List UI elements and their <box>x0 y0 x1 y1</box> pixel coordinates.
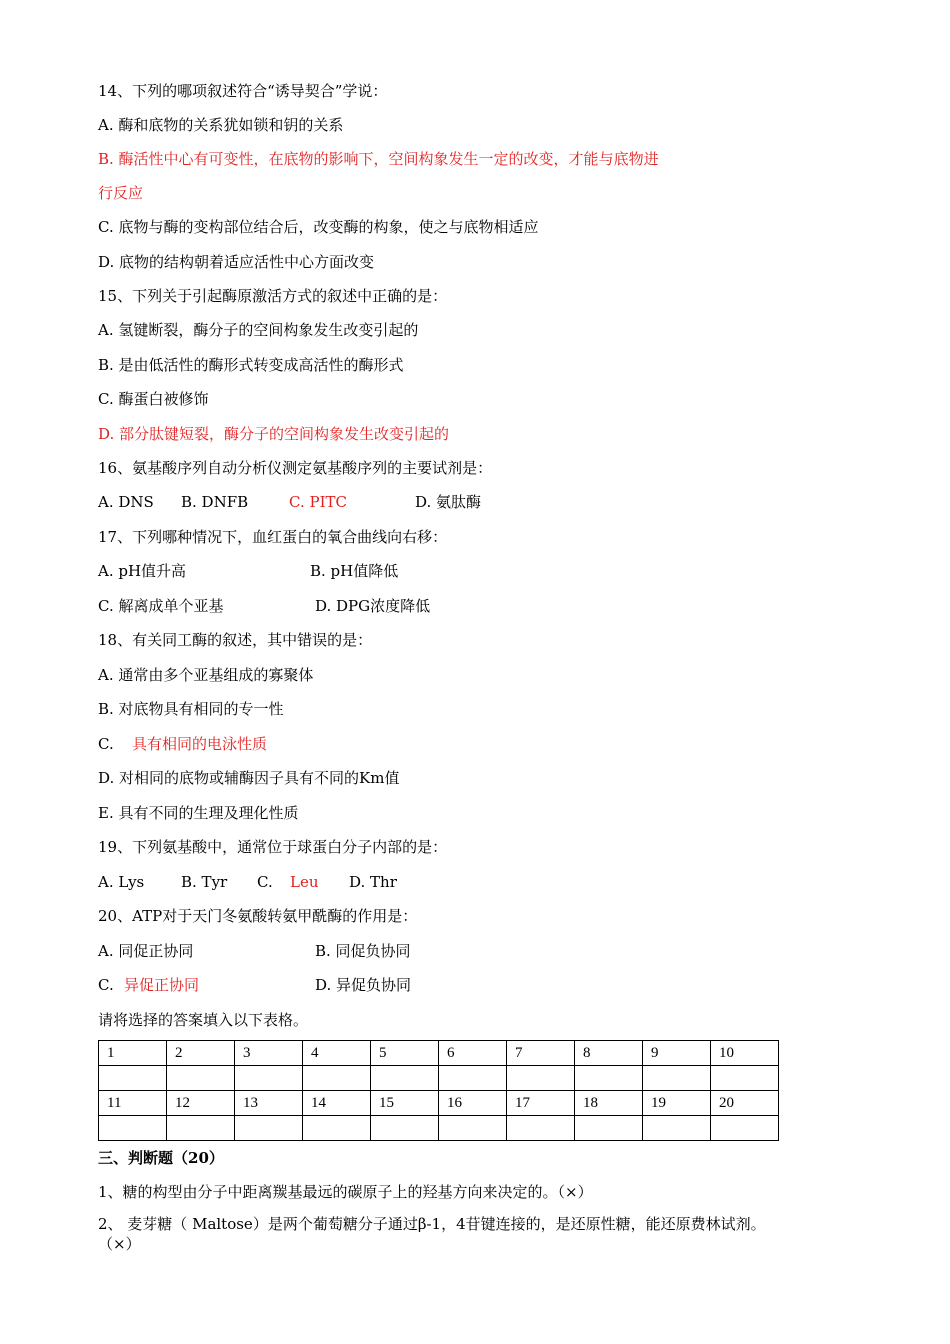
q20-option-d: D. 异促负协同 <box>315 976 412 994</box>
q18-option-d: D. 对相同的底物或辅酶因子具有不同的Km值 <box>98 769 400 787</box>
q16-option-a: A. DNS <box>98 493 154 511</box>
q14-option-a: A. 酶和底物的关系犹如锁和钥的关系 <box>98 116 344 134</box>
answer-table <box>98 1040 779 1141</box>
q19-option-d: D. Thr <box>349 873 397 891</box>
true-false-item-2: 2、 麦芽糖（ Maltose）是两个葡萄糖分子通过β-1，4苷键连接的，是还原性糖，能还原费林试剂。 <box>98 1215 766 1233</box>
answer-table-blank-cell <box>235 1116 303 1141</box>
q18-option-a: A. 通常由多个亚基组成的寡聚体 <box>98 666 314 684</box>
answer-table-cell-label: 8 <box>575 1041 643 1066</box>
answer-table-blank-cell <box>507 1116 575 1141</box>
answer-table-header-row-2 <box>99 1091 779 1116</box>
q16-option-b: B. DNFB <box>181 493 249 511</box>
answer-table-blank-cell <box>167 1066 235 1091</box>
q20-option-b: B. 同促负协同 <box>315 942 411 960</box>
q17-options-row-1 <box>98 561 698 581</box>
answer-table-blank-cell <box>575 1116 643 1141</box>
answer-table-blank-row-2 <box>99 1116 779 1141</box>
answer-table-cell-label: 10 <box>711 1041 779 1066</box>
answer-table-cell-label: 12 <box>167 1091 235 1116</box>
answer-table-cell-label: 1 <box>99 1041 167 1066</box>
q15-option-b: B. 是由低活性的酶形式转变成高活性的酶形式 <box>98 356 404 374</box>
q15-option-d-correct: D. 部分肽键短裂，酶分子的空间构象发生改变引起的 <box>98 425 450 443</box>
q18-stem: 18、有关同工酶的叙述，其中错误的是： <box>98 631 373 649</box>
q14-option-b-correct: B. 酶活性中心有可变性，在底物的影响下，空间构象发生一定的改变，才能与底物进 <box>98 150 659 168</box>
answer-table-blank-cell <box>235 1066 303 1091</box>
answer-table-blank-cell <box>643 1116 711 1141</box>
answer-table-blank-cell <box>439 1116 507 1141</box>
q19-option-c-correct: Leu <box>290 873 319 891</box>
section-3-heading: 三、判断题（20） <box>98 1149 224 1167</box>
q20-option-c-letter: C. <box>98 976 114 994</box>
q17-option-b: B. pH值降低 <box>310 562 399 580</box>
answer-table-cell-label: 5 <box>371 1041 439 1066</box>
answer-table-header-row-1 <box>99 1041 779 1066</box>
answer-table-blank-row-1 <box>99 1066 779 1091</box>
answer-table-cell-label: 13 <box>235 1091 303 1116</box>
q14-stem: 14、下列的哪项叙述符合“诱导契合”学说： <box>98 82 388 100</box>
true-false-item-2-mark: （×） <box>98 1235 141 1253</box>
q19-option-b: B. Tyr <box>181 873 228 891</box>
q18-option-c-letter: C. <box>98 735 114 753</box>
q20-option-a: A. 同促正协同 <box>98 942 194 960</box>
q18-option-b: B. 对底物具有相同的专一性 <box>98 700 284 718</box>
q17-options-row-2 <box>98 596 698 616</box>
answer-table-blank-cell <box>507 1066 575 1091</box>
q14-option-b-continuation: 行反应 <box>98 184 144 202</box>
answer-table-cell-label: 9 <box>643 1041 711 1066</box>
q18-option-c-correct: 具有相同的电泳性质 <box>132 735 268 753</box>
q16-option-d: D. 氨肽酶 <box>415 493 482 511</box>
answer-table-blank-cell <box>371 1116 439 1141</box>
answer-table-blank-cell <box>167 1116 235 1141</box>
q17-stem: 17、下列哪种情况下，血红蛋白的氧合曲线向右移： <box>98 528 448 546</box>
q18-option-c-row <box>98 734 698 754</box>
answer-table-cell-label: 15 <box>371 1091 439 1116</box>
q18-option-e: E. 具有不同的生理及理化性质 <box>98 804 299 822</box>
q19-option-a: A. Lys <box>98 873 145 891</box>
q17-option-a: A. pH值升高 <box>98 562 187 580</box>
answer-table-cell-label: 18 <box>575 1091 643 1116</box>
q19-option-c-letter: C. <box>257 873 273 891</box>
q14-option-c: C. 底物与酶的变构部位结合后，改变酶的构象，使之与底物相适应 <box>98 218 539 236</box>
answer-table-cell-label: 4 <box>303 1041 371 1066</box>
q19-stem: 19、下列氨基酸中，通常位于球蛋白分子内部的是： <box>98 838 448 856</box>
answer-table-cell-label: 7 <box>507 1041 575 1066</box>
q15-stem: 15、下列关于引起酶原激活方式的叙述中正确的是： <box>98 287 448 305</box>
answer-table-cell-label: 6 <box>439 1041 507 1066</box>
answer-table-cell-label: 11 <box>99 1091 167 1116</box>
answer-table-cell-label: 19 <box>643 1091 711 1116</box>
q16-option-c-correct: C. PITC <box>289 493 347 511</box>
answer-table-blank-cell <box>575 1066 643 1091</box>
answer-table-blank-cell <box>711 1066 779 1091</box>
q19-options-row <box>98 872 698 892</box>
q20-options-row-2 <box>98 975 698 995</box>
answer-table-cell-label: 17 <box>507 1091 575 1116</box>
q16-options-row <box>98 492 698 512</box>
q15-option-a: A. 氢键断裂，酶分子的空间构象发生改变引起的 <box>98 321 419 339</box>
q20-stem: 20、ATP对于天门冬氨酸转氨甲酰酶的作用是： <box>98 907 418 925</box>
answer-table-blank-cell <box>643 1066 711 1091</box>
q20-options-row-1 <box>98 941 698 961</box>
answer-table-blank-cell <box>99 1116 167 1141</box>
answer-table-blank-cell <box>303 1116 371 1141</box>
answer-table-cell-label: 16 <box>439 1091 507 1116</box>
answer-table-cell-label: 2 <box>167 1041 235 1066</box>
q16-stem: 16、氨基酸序列自动分析仪测定氨基酸序列的主要试剂是： <box>98 459 493 477</box>
answer-table-blank-cell <box>99 1066 167 1091</box>
answer-table-cell-label: 3 <box>235 1041 303 1066</box>
table-instruction: 请将选择的答案填入以下表格。 <box>98 1011 309 1029</box>
answer-table-blank-cell <box>371 1066 439 1091</box>
q20-option-c-correct: 异促正协同 <box>124 976 200 994</box>
true-false-item-1: 1、糖的构型由分子中距离羰基最远的碳原子上的羟基方向来决定的。（×） <box>98 1183 593 1201</box>
q17-option-d: D. DPG浓度降低 <box>315 597 431 615</box>
answer-table-blank-cell <box>711 1116 779 1141</box>
q17-option-c: C. 解离成单个亚基 <box>98 597 224 615</box>
answer-table-blank-cell <box>439 1066 507 1091</box>
q15-option-c: C. 酶蛋白被修饰 <box>98 390 209 408</box>
answer-table-blank-cell <box>303 1066 371 1091</box>
q14-option-d: D. 底物的结构朝着适应活性中心方面改变 <box>98 253 375 271</box>
answer-table-cell-label: 20 <box>711 1091 779 1116</box>
answer-table-cell-label: 14 <box>303 1091 371 1116</box>
